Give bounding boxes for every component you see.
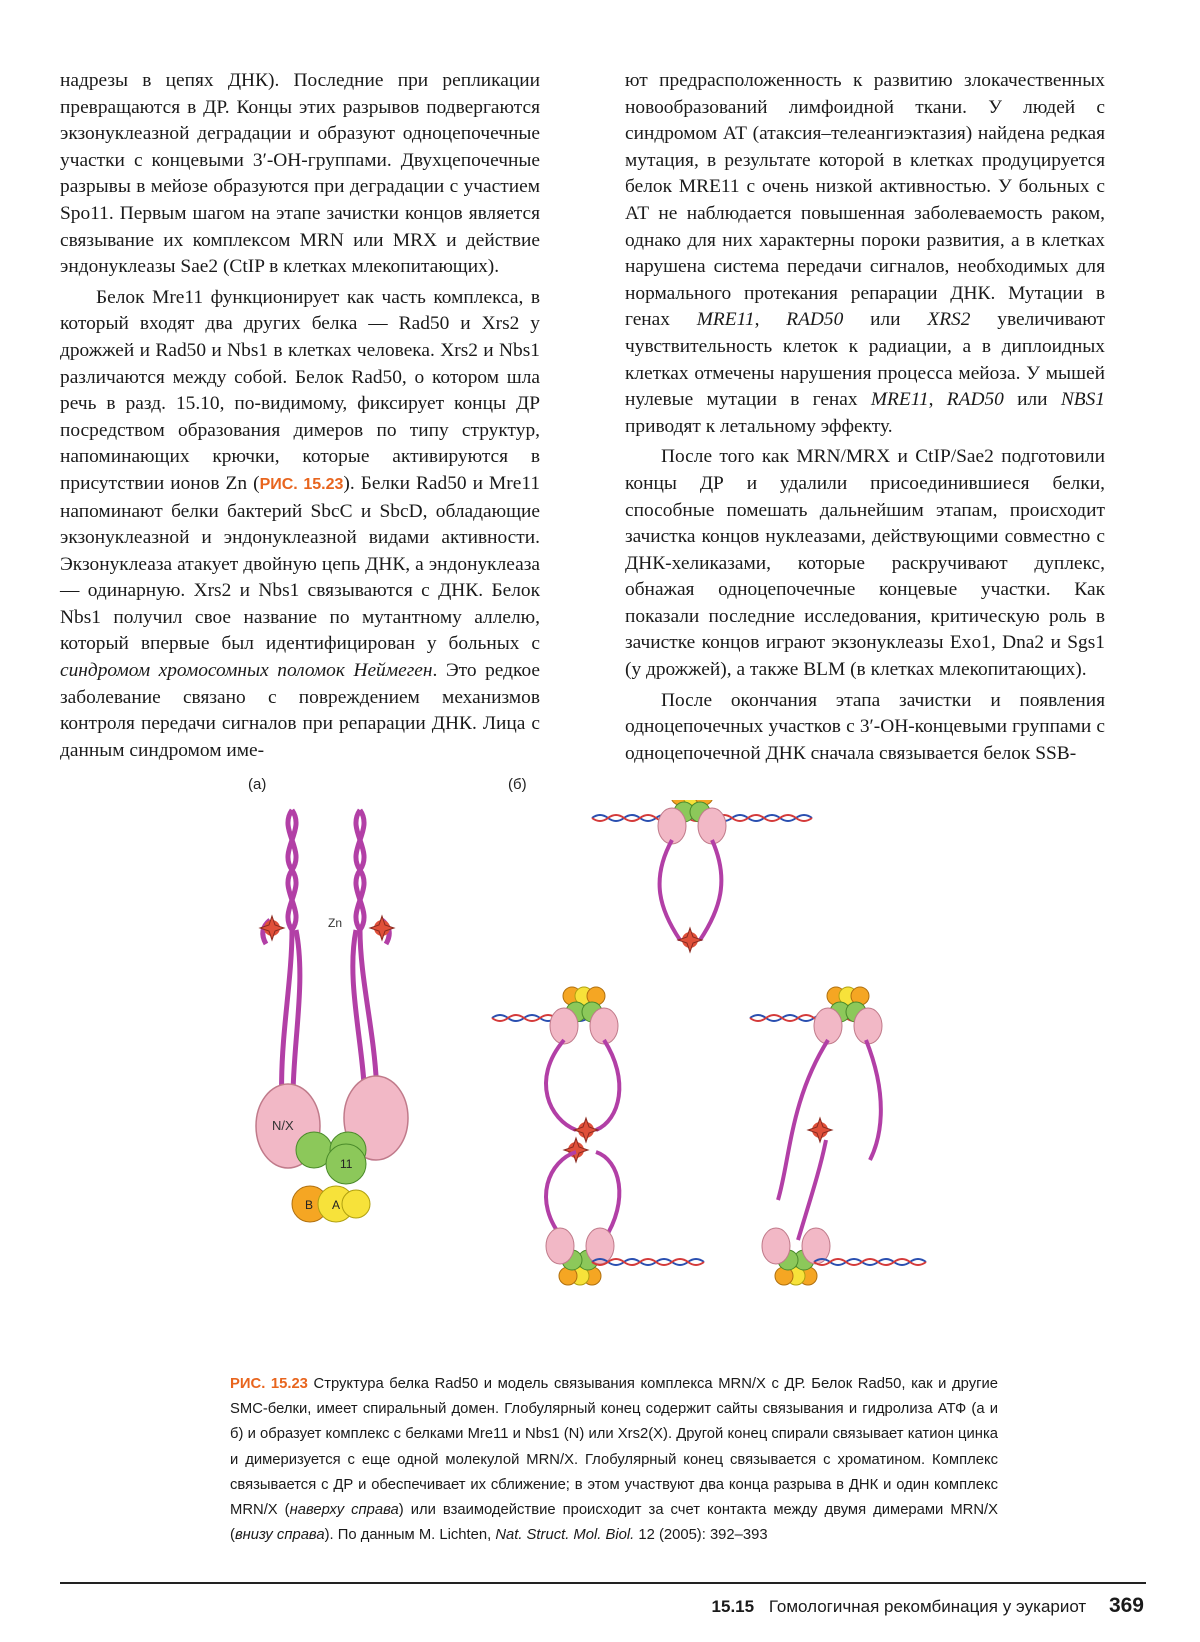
left-paragraph-2 xyxy=(60,285,540,765)
one-complex-two-ends-diagram xyxy=(750,987,926,1285)
left-paragraph-2-part-c: . Это редкое заболевание связано с повреждением механизмов контроля передачи сигналов при репарации ДНК. Лица с данным синдромом име- xyxy=(60,660,540,761)
nx-label: N/X xyxy=(272,1118,294,1133)
mrn-complex-bottom xyxy=(762,1228,830,1285)
footer-divider xyxy=(60,1582,1146,1584)
left-coil xyxy=(288,810,296,930)
left-paragraph-2-part-a: Белок Mre11 функционирует как часть комплекса, в который входят два других белка — Rad50 и Xrs2 у дрожжей и Rad50 и Nbs1 в клетках человека. Xrs2 и Nbs1 различаются между собой. Белок Rad50, о котором шла речь в разд. 15.10, по-видимому, фиксирует концы ДР посредством образования димеров по типу структур, напоминающих крючки, которые активируются в присутствии ионов Zn ( xyxy=(60,286,540,494)
left-paragraph-2-part-b: ). Белки Rad50 и Mre11 напоминают белки бактерий SbcC и SbcD, обладающие экзонуклеазной и эндонуклеазной видами активности. Экзонуклеаза атакует двойную цепь ДНК, а эндонуклеаза — одинарную. Xrs2 и Nbs1 связываются с ДНК. Белок Nbs1 получил свое название по мутантному аллелю, который впервые был идентифицирован у больных с xyxy=(60,472,541,655)
zinc-ion xyxy=(808,1118,832,1142)
right-paragraph-3: После окончания этапа зачистки и появления одноцепочечных участков с 3′-OH-концевыми группами с одноцепочечной ДНК сначала связывается белок SSB- xyxy=(625,689,1105,764)
gene-name: NBS1 xyxy=(1060,389,1105,411)
right-paragraph-1-part-a: ют предрасположенность к развитию злокачественных новообразований лимфоидной ткани. У людей с синдромом АТ (атаксия–телеангиэктазия) найдена редкая мутация, в результате которой в клетках продуцируется белок MRE11 с очень низкой активностью. У больных с АТ не наблюдается повышенная заболеваемость раком, однако для них характерны пороки развития, а в клетках нарушена система передачи сигналов, необходимых для нормального протекания репарации ДНК. Мутации в генах xyxy=(625,70,1105,331)
caption-text-a: Структура белка Rad50 и модель связывания комплекса MRN/X с ДР. Белок Rad50, как и другие SMC-белки, имеет спиральный домен. Глобулярный конец содержит сайты связывания и гидролиза АТФ (а и б) и образует комплекс с белками Mre11 и Nbs1 (N) или Xrs2(X). Другой конец спирали связывает катион цинка и димеризуется с еще одной молекулой MRN/X. Глобулярный конец связывается с хроматином. Комплекс связывается с ДР и обеспечивает их сближение; в этом участвуют два конца разрыва в ДНК и один комплекс MRN/X ( xyxy=(230,1376,998,1519)
caption-label: РИС. 15.23 xyxy=(230,1376,308,1392)
section-number: 15.15 xyxy=(711,1597,755,1616)
figure-15-23 xyxy=(230,776,990,1340)
zinc-ion xyxy=(564,1138,588,1162)
gene-name: RAD50 xyxy=(946,389,1004,411)
mrn-complex-top xyxy=(550,987,618,1044)
caption-em-top-right: наверху справа xyxy=(289,1502,399,1519)
mrn-complex-top xyxy=(814,987,882,1044)
left-column xyxy=(60,68,540,764)
running-footer xyxy=(712,1594,1144,1618)
caption-text-d: 12 (2005): 392–393 xyxy=(634,1527,768,1544)
right-paragraph-2: После того как MRN/MRX и CtIP/Sae2 подготовили концы ДР и удалили присоединившиеся белки, способные помешать дальнейшим этапам, происходит зачистка концов нуклеазами, действующими совместно с ДНК-хеликазами, которые раскручивают дуплекс, обнажая одноцепочечные концевые участки. Как показали последние исследования, критическую роль в зачистке концов играют экзонуклеазы Exo1, Dna2 и Sgs1 (у дрожжей), а также BLM (в клетках млекопитающих). xyxy=(625,446,1105,681)
rad50-dimer-diagram xyxy=(256,810,408,1222)
gene-name: MRE11 xyxy=(696,309,755,331)
figure-illustration xyxy=(230,800,990,1340)
panel-label-b: (б) xyxy=(508,776,527,793)
right-paragraph-1-part-b: увеличивают чувствительность клеток к радиации, а в диплоидных клетках отмечены нарушения процесса мейоза. У мышей нулевые мутации в генах xyxy=(625,309,1105,411)
gene-name: XRS2 xyxy=(927,309,971,331)
figure-reference-link[interactable]: РИС. 15.23 xyxy=(259,475,344,493)
single-complex-bridge-diagram xyxy=(592,800,812,952)
caption-text-b: ) или взаимодействие происходит за счет контакта между двумя димерами MRN/X ( xyxy=(230,1502,998,1544)
section-title: Гомологичная рекомбинация у эукариот xyxy=(768,1597,1087,1616)
zn-label: Zn xyxy=(328,916,343,930)
mrn-complex xyxy=(658,800,726,844)
mre11-label: 11 xyxy=(340,1157,353,1171)
right-paragraph-1 xyxy=(625,68,1105,440)
separator: , xyxy=(928,389,947,411)
right-coil xyxy=(356,810,364,930)
separator: или xyxy=(1003,389,1061,411)
figure-caption xyxy=(230,1372,998,1548)
zinc-ion xyxy=(574,1118,598,1142)
caption-text-c: ). По данным M. Lichten, xyxy=(324,1527,496,1544)
separator: или xyxy=(843,309,928,331)
right-column xyxy=(625,68,1105,767)
caption-em-bottom-right: внизу справа xyxy=(234,1527,325,1544)
syndrome-name: синдромом хромосомных поломок Неймеген xyxy=(60,660,433,682)
dna-duplex xyxy=(814,1259,926,1265)
panel-label-a: (а) xyxy=(248,776,267,793)
left-paragraph-1: надрезы в цепях ДНК). Последние при репликации превращаются в ДР. Концы этих разрывов подвергаются экзонуклеазной деградации и образуют одноцепочечные участки с концевыми 3′-OH-группами. Двухцепочечные разрывы в мейозе образуются при деградации с участием Spo11. Первым шагом на этапе зачистки концов является связывание их комплексом MRN или MRX и действие эндонуклеазы Sae2 (CtIP в клетках млекопитающих). xyxy=(60,70,540,278)
right-paragraph-1-part-c: приводят к летальному эффекту. xyxy=(625,415,893,437)
zinc-ion xyxy=(678,928,702,952)
two-dimer-contact-diagram xyxy=(492,987,704,1285)
separator: , xyxy=(754,309,787,331)
gene-name: MRE11 xyxy=(870,389,929,411)
atpase-domain-a-2 xyxy=(342,1190,370,1218)
mrn-complex-bottom xyxy=(546,1228,614,1285)
page-number: 369 xyxy=(1108,1594,1144,1617)
a-label: A xyxy=(332,1198,341,1212)
caption-journal: Nat. Struct. Mol. Biol. xyxy=(495,1527,635,1544)
gene-name: RAD50 xyxy=(786,309,844,331)
b-label: B xyxy=(305,1198,314,1212)
